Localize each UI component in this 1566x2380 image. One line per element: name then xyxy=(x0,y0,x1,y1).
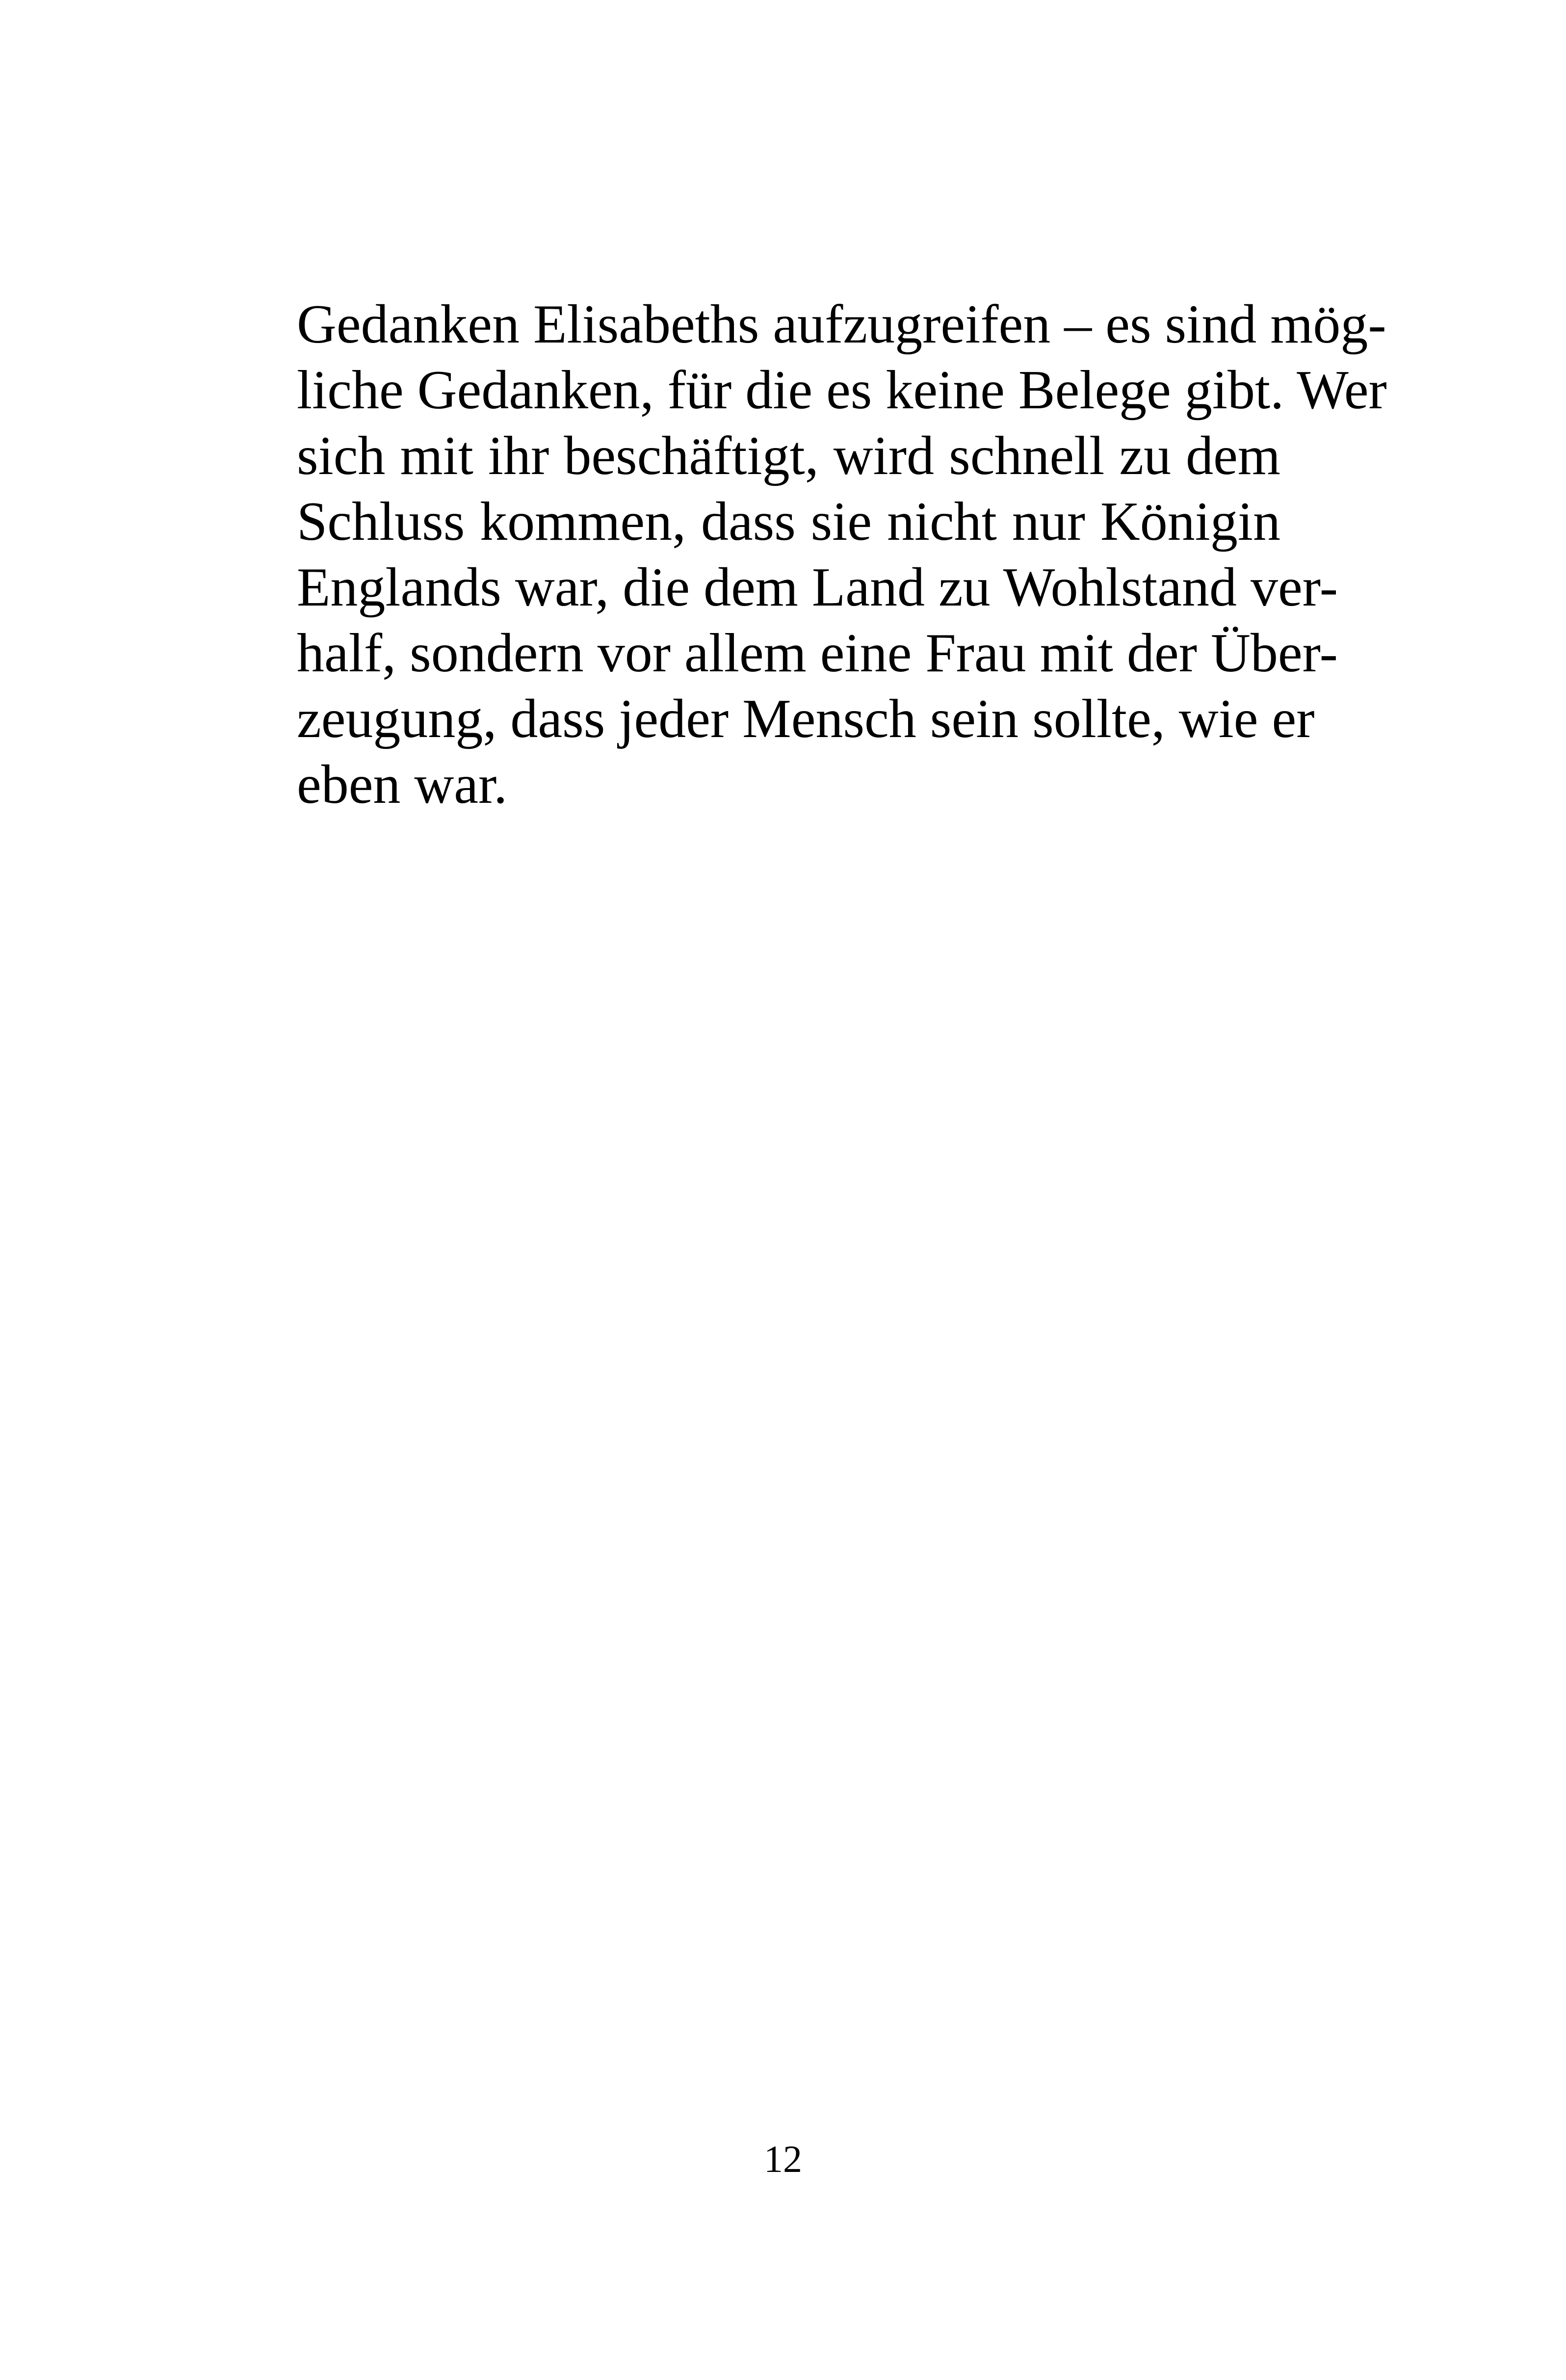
page-number: 12 xyxy=(764,2138,802,2180)
text-line: zeugung, dass jeder Mensch sein sollte, wie er xyxy=(297,688,1315,749)
text-line: eben war. xyxy=(297,754,508,815)
text-line: Englands war, die dem Land zu Wohlstand ver- xyxy=(297,557,1338,618)
text-line: liche Gedanken, für die es keine Belege gibt. Wer xyxy=(297,360,1387,421)
text-line: Schluss kommen, dass sie nicht nur Königin xyxy=(297,491,1280,552)
text-line: sich mit ihr beschäftigt, wird schnell zu dem xyxy=(297,425,1280,486)
text-line: half, sondern vor allem eine Frau mit der Über- xyxy=(297,623,1338,684)
body-paragraph xyxy=(297,291,1387,818)
text-line: Gedanken Elisabeths aufzugreifen – es sind mög- xyxy=(297,294,1386,355)
